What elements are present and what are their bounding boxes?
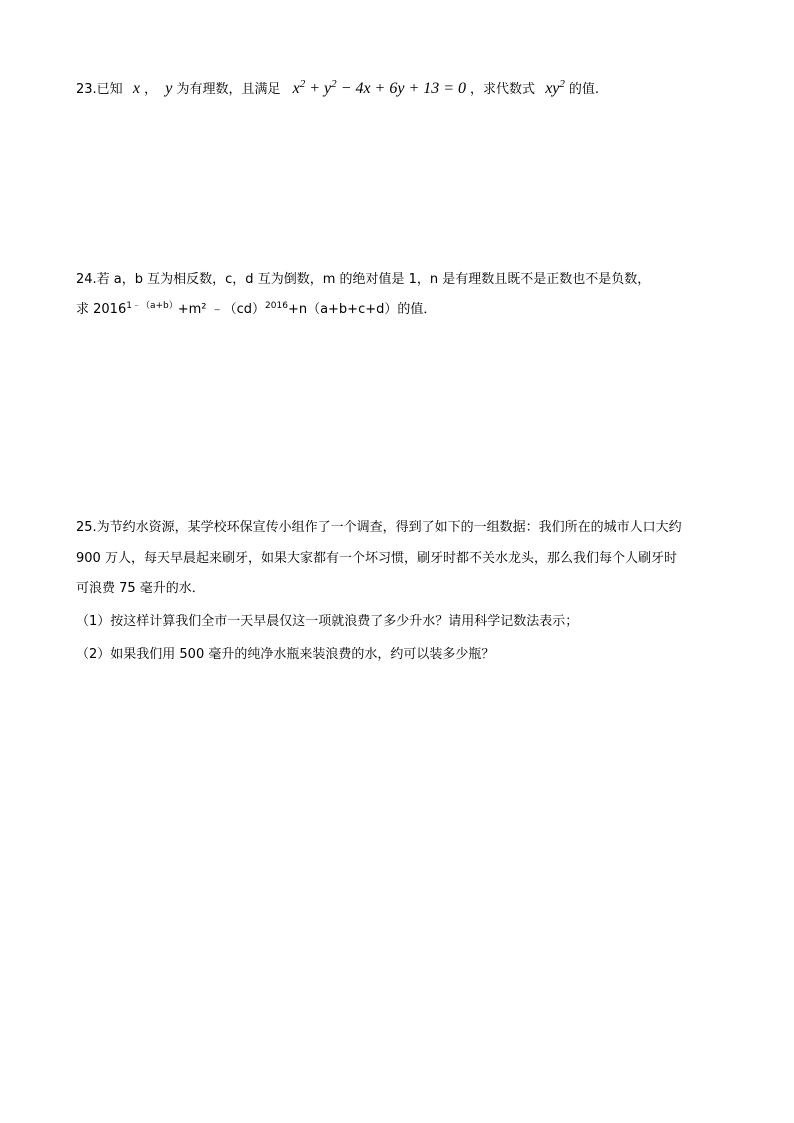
q23-var-y: y — [165, 80, 173, 97]
q23-equation — [293, 80, 470, 97]
q24-line2-sup1: 1﹣（a+b） — [126, 301, 178, 311]
q24-line2-sup2: 2016 — [265, 301, 288, 311]
question-24-line-2 — [76, 301, 436, 319]
q23-expr-exp: 2 — [559, 78, 565, 90]
question-23 — [76, 80, 599, 99]
q23-eq-exp2: 2 — [331, 78, 337, 90]
question-24-line-1: 24.若 a，b 互为相反数，c，d 互为倒数，m 的绝对值是 1，n 是有理数且既不是正数也不是负数， — [76, 272, 651, 287]
question-25-line-1: 25.为节约水资源，某学校环保宣传小组作了一个调查，得到了如下的一组数据：我们所在的城市人口大约 — [76, 520, 682, 535]
question-25-part-2: （2）如果我们用 500 毫升的纯净水瓶来装浪费的水，约可以装多少瓶？ — [76, 647, 495, 662]
q23-eq-part2: + y — [309, 80, 332, 97]
q23-eq-part3: − 4x + 6y + 13 = 0 — [340, 80, 467, 97]
question-25-line-2: 900 万人，每天早晨起来刷牙，如果大家都有一个坏习惯，刷牙时都不关水龙头，那么我们每个人刷牙时 — [76, 551, 677, 566]
q23-text-mid2: ，求代数式 — [470, 82, 536, 97]
q23-text-mid: 为有理数，且满足 — [176, 82, 281, 97]
q23-expression — [545, 80, 569, 97]
q23-prefix: 23.已知 — [76, 82, 123, 97]
q23-var-x: x — [132, 80, 140, 97]
q24-line2-b: +m² ﹣（cd） — [177, 302, 266, 317]
q23-comma: ， — [144, 82, 158, 97]
question-25-part-1: （1）按这样计算我们全市一天早晨仅这一项就浪费了多少升水？请用科学记数法表示； — [76, 614, 579, 629]
question-25-line-3: 可浪费 75 毫升的水． — [76, 581, 205, 596]
q23-expr-base: xy — [545, 80, 560, 97]
q23-eq-exp1: 2 — [299, 78, 306, 90]
q24-line2-a: 求 2016 — [76, 302, 127, 317]
q23-suffix: 的值. — [568, 82, 600, 97]
q24-line2-c: +n（a+b+c+d）的值． — [287, 302, 437, 317]
q23-eq-part1: x — [292, 80, 300, 97]
